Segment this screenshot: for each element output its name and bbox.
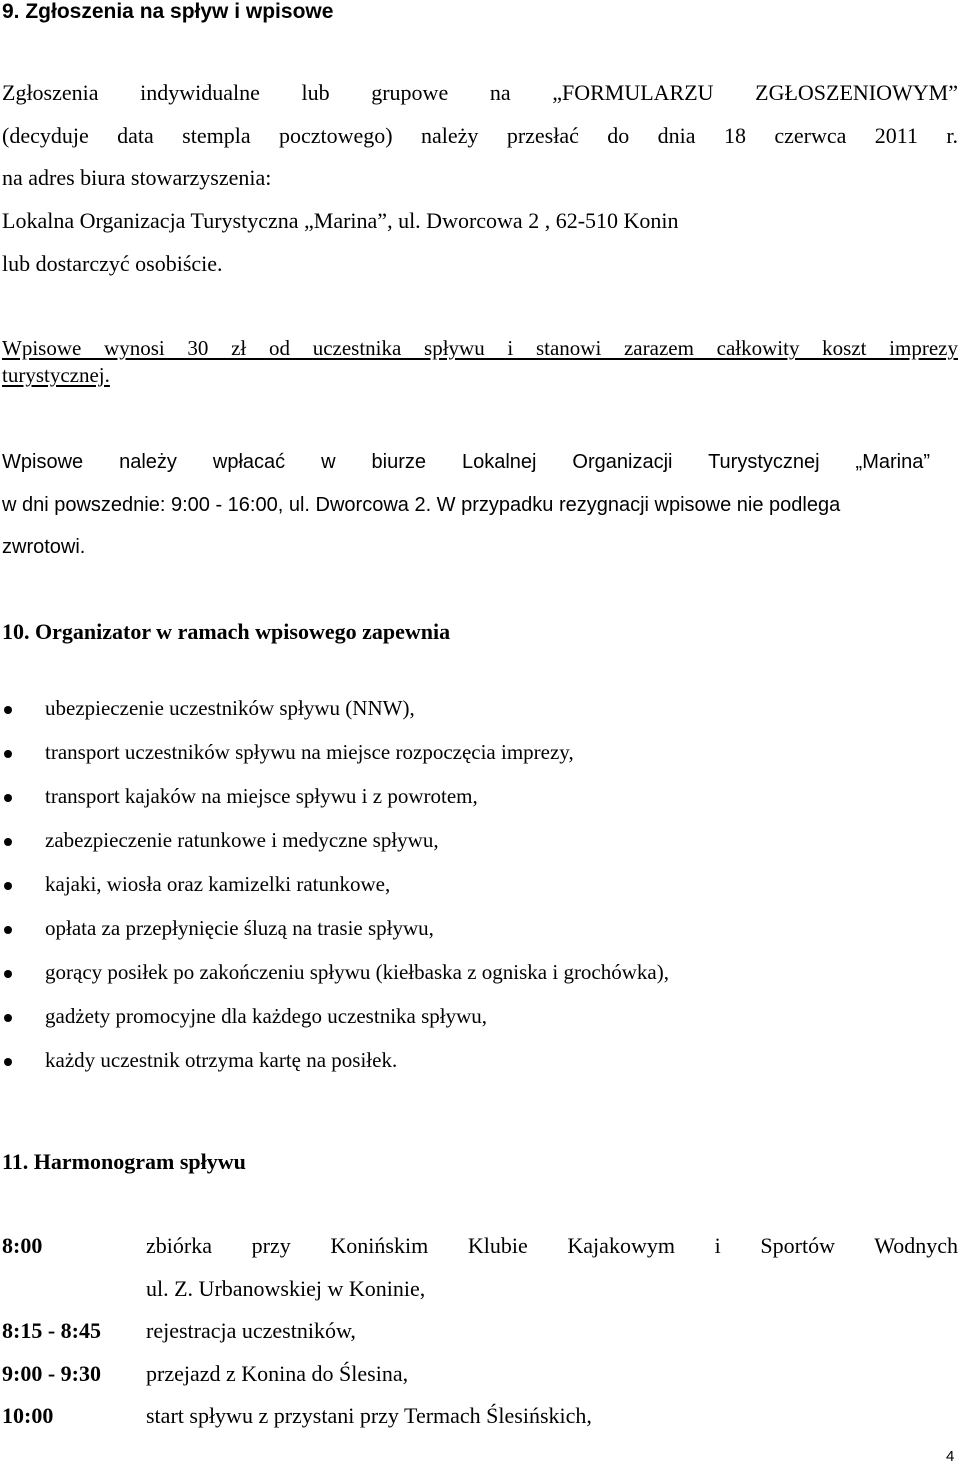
schedule-time: 8:00 xyxy=(2,1233,43,1258)
section-9-heading: 9. Zgłoszenia na spływ i wpisowe xyxy=(2,0,334,23)
registration-text-line-2: (decyduje data stempla pocztowego) należy przesłać do dnia 18 czerwca 2011 r. xyxy=(2,123,958,148)
payment-text-line-3: zwrotowi. xyxy=(2,536,86,558)
schedule-time: 8:15 - 8:45 xyxy=(2,1318,101,1343)
schedule-description: zbiórka przy Konińskim Klubie Kajakowym i Sportów Wodnych xyxy=(146,1233,958,1258)
list-item: transport kajaków na miejsce spływu i z powrotem, xyxy=(45,784,478,808)
bullet-icon xyxy=(4,970,12,978)
fee-text-line-2: turystycznej. xyxy=(2,363,110,387)
registration-address: Lokalna Organizacja Turystyczna „Marina”, ul. Dworcowa 2 , 62-510 Konin xyxy=(2,208,679,233)
bullet-icon xyxy=(4,882,12,890)
registration-text-line-3: na adres biura stowarzyszenia: xyxy=(2,165,272,190)
list-item: gadżety promocyjne dla każdego uczestnika spływu, xyxy=(45,1004,488,1028)
fee-text-line-1: Wpisowe wynosi 30 zł od uczestnika spływu i stanowi zarazem całkowity koszt imprezy xyxy=(2,336,958,360)
list-item: kajaki, wiosła oraz kamizelki ratunkowe, xyxy=(45,872,391,896)
section-10-heading: 10. Organizator w ramach wpisowego zapewnia xyxy=(2,619,451,644)
list-item: każdy uczestnik otrzyma kartę na posiłek. xyxy=(45,1048,398,1072)
schedule-description-continued: ul. Z. Urbanowskiej w Koninie, xyxy=(146,1276,426,1301)
registration-text-line-1: Zgłoszenia indywidualne lub grupowe na „FORMULARZU ZGŁOSZENIOWYM” xyxy=(2,80,958,105)
page-number: 4 xyxy=(946,1448,955,1465)
list-item: zabezpieczenie ratunkowe i medyczne spływu, xyxy=(45,828,439,852)
bullet-icon xyxy=(4,750,12,758)
list-item: ubezpieczenie uczestników spływu (NNW), xyxy=(45,696,415,720)
schedule-description: przejazd z Konina do Ślesina, xyxy=(146,1361,409,1386)
schedule-description: rejestracja uczestników, xyxy=(146,1318,356,1343)
bullet-icon xyxy=(4,1058,12,1066)
list-item: transport uczestników spływu na miejsce rozpoczęcia imprezy, xyxy=(45,740,574,764)
bullet-icon xyxy=(4,1014,12,1022)
list-item: opłata za przepłynięcie śluzą na trasie spływu, xyxy=(45,916,434,940)
schedule-time: 9:00 - 9:30 xyxy=(2,1361,101,1386)
section-11-heading: 11. Harmonogram spływu xyxy=(2,1149,246,1174)
bullet-icon xyxy=(4,706,12,714)
bullet-icon xyxy=(4,794,12,802)
bullet-icon xyxy=(4,838,12,846)
list-item: gorący posiłek po zakończeniu spływu (kiełbaska z ogniska i grochówka), xyxy=(45,960,669,984)
registration-text-line-5: lub dostarczyć osobiście. xyxy=(2,251,223,276)
bullet-icon xyxy=(4,926,12,934)
schedule-description: start spływu z przystani przy Termach Ślesińskich, xyxy=(146,1403,592,1428)
payment-text-line-2: w dni powszednie: 9:00 - 16:00, ul. Dworcowa 2. W przypadku rezygnacji wpisowe nie podlega xyxy=(2,494,841,516)
payment-text-line-1: Wpisowe należy wpłacać w biurze Lokalnej Organizacji Turystycznej „Marina” xyxy=(2,451,930,473)
schedule-time: 10:00 xyxy=(2,1403,54,1428)
